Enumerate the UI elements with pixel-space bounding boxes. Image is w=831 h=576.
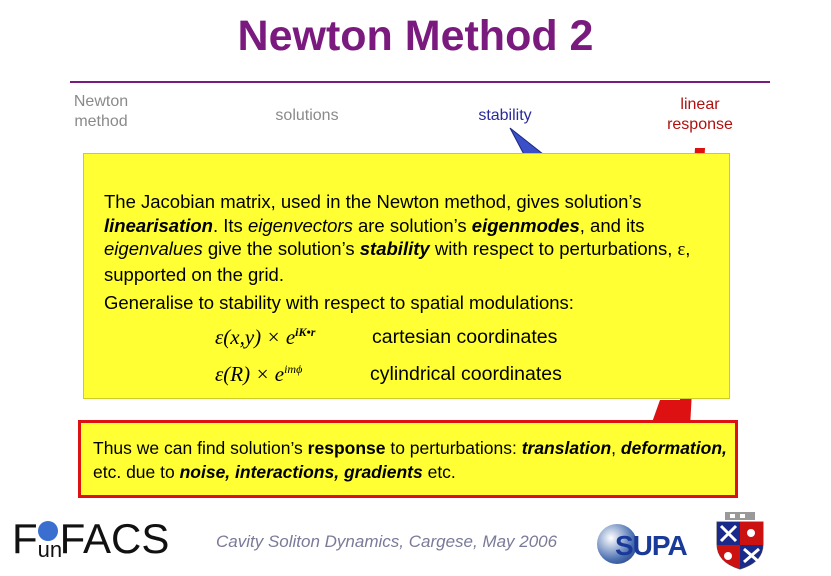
- text-segment: , supported on the grid.: [104, 238, 691, 285]
- nav-solutions[interactable]: solutions: [275, 107, 339, 124]
- nav-stability[interactable]: stability: [478, 107, 532, 124]
- text-segment: give the solution’s: [202, 238, 360, 259]
- formula-cartesian-base: ε(x,y) × e: [215, 325, 296, 349]
- logo-facs: FACS: [59, 515, 170, 562]
- formula-cartesian-exponent: iK•r: [295, 325, 316, 339]
- supa-logo: [597, 524, 692, 566]
- epsilon-symbol: ε: [677, 240, 686, 260]
- logo-un: un: [37, 537, 63, 562]
- text-segment: . Its: [212, 214, 248, 236]
- formula-cartesian: [215, 325, 315, 350]
- text-segment: Thus we can find solution’s: [93, 438, 308, 458]
- nav-newton-line2: method: [74, 113, 128, 130]
- supa-logo-text: SUPA: [615, 530, 687, 561]
- footer-caption: Cavity Soliton Dynamics, Cargese, May 2006: [216, 532, 558, 551]
- response-paragraph: [93, 436, 733, 484]
- formula-cylindrical-base: ε(R) × e: [215, 362, 285, 386]
- text-segment: ,: [611, 438, 621, 458]
- slide-title: Newton Method 2: [237, 12, 594, 60]
- coord-cartesian-label: cartesian coordinates: [372, 326, 558, 348]
- formula-cylindrical-exponent: imϕ: [284, 362, 303, 376]
- text-segment: etc.: [422, 462, 456, 482]
- text-stability: stability: [359, 238, 430, 259]
- nav-newton-line1: Newton: [73, 93, 129, 110]
- nav-linear-line1: linear: [680, 96, 720, 113]
- text-segment: The Jacobian matrix, used in the Newton method, gives solution’s: [104, 191, 642, 212]
- text-segment: , and its: [579, 214, 645, 236]
- text-translation: translation: [521, 438, 612, 458]
- formula-cylindrical: [215, 362, 302, 387]
- text-eigenmodes: eigenmodes: [471, 214, 580, 236]
- coord-cylindrical-label: cylindrical coordinates: [370, 363, 562, 385]
- funfacs-logo: [12, 515, 169, 563]
- text-segment: are solution’s: [352, 214, 472, 236]
- text-segment: with respect to perturbations,: [429, 238, 678, 259]
- logo-letter-f: F: [12, 515, 38, 562]
- text-linearisation: linearisation: [104, 214, 213, 236]
- text-segment: to perturbations:: [385, 438, 522, 458]
- university-crest-icon: [713, 512, 767, 570]
- text-segment: etc. due to: [93, 462, 180, 482]
- generalise-text: Generalise to stability with respect to spatial modulations:: [104, 292, 574, 313]
- nav-linear-line2: response: [667, 116, 733, 133]
- explanation-paragraph: [104, 190, 724, 286]
- text-eigenvalues: eigenvalues: [104, 238, 203, 259]
- text-eigenvectors: eigenvectors: [247, 214, 353, 236]
- text-deformation: deformation,: [620, 438, 727, 458]
- text-noise-interactions-gradients: noise, interactions, gradients: [179, 462, 423, 482]
- text-response: response: [307, 438, 386, 458]
